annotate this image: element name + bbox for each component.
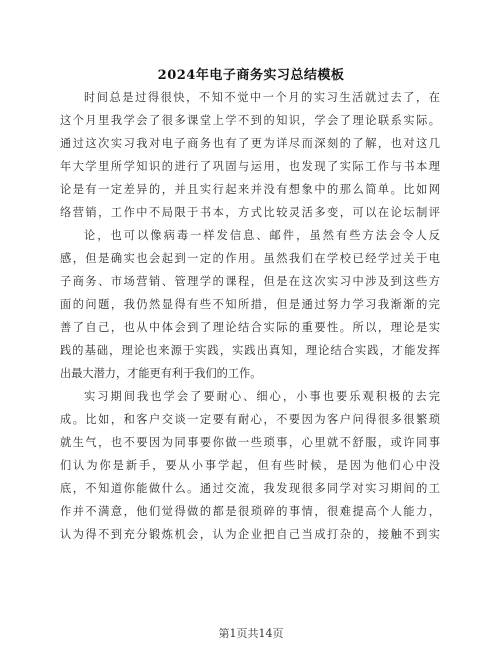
document-body	[60, 86, 440, 546]
body-line: 论是有一定差异的，并且实行起来并没有想象中的那么简单。比如网	[60, 183, 440, 196]
body-line: 子商务、市场营销、管理学的课程，但是在这次实习中涉及到这些方	[60, 275, 440, 288]
page-number-footer: 第1页共14页	[218, 627, 284, 640]
body-line: 底，不知道你能做什么。通过交流，我发现很多同学对实习期间的工	[60, 482, 440, 495]
body-line: 年大学里所学知识的进行了巩固与运用，也发现了实际工作与书本理	[60, 160, 440, 173]
body-line: 实习期间我也学会了要耐心、细心，小事也要乐观积极的去完	[84, 390, 440, 403]
document-title: 2024年电子商务实习总结模板	[157, 68, 345, 83]
body-line: 这个月里我学会了很多课堂上学不到的知识，学会了理论联系实际。	[60, 114, 440, 127]
body-line: 论，也可以像病毒一样发信息、邮件，虽然有些方法会令人反	[84, 229, 440, 242]
body-line: 面的问题，我仍然显得有些不知所措，但是通过努力学习我渐渐的完	[60, 298, 440, 311]
body-line: 践的基础，理论也来源于实践，实践出真知，理论结合实践，才能发挥	[60, 344, 440, 357]
body-line: 时间总是过得很快，不知不觉中一个月的实习生活就过去了，在	[84, 91, 440, 104]
body-line: 就生气，也不要因为同事要你做一些琐事，心里就不舒服，或许同事	[60, 436, 440, 449]
body-line: 认为得不到充分锻炼机会，认为企业把自己当成打杂的，接触不到实	[60, 528, 440, 541]
body-line: 通过这次实习我对电子商务也有了更为详尽而深刻的了解，也对这几	[60, 137, 440, 150]
body-line: 作并不满意，他们觉得做的都是很琐碎的事情，很难提高个人能力，	[60, 505, 440, 518]
body-line: 成。比如，和客户交谈一定要有耐心，不要因为客户问得很多很繁琐	[60, 413, 440, 426]
body-line: 善了自己，也从中体会到了理论结合实际的重要性。所以，理论是实	[60, 321, 440, 334]
body-line: 络营销，工作中不局限于书本，方式比较灵活多变，可以在论坛制评	[60, 206, 440, 219]
body-line: 出最大潜力，才能更有利于我们的工作。	[60, 367, 262, 380]
body-line: 们认为你是新手，要从小事学起，但有些时候，是因为他们心中没	[60, 459, 440, 472]
body-line: 感，但是确实也会起到一定的作用。虽然我们在学校已经学过关于电	[60, 252, 440, 265]
